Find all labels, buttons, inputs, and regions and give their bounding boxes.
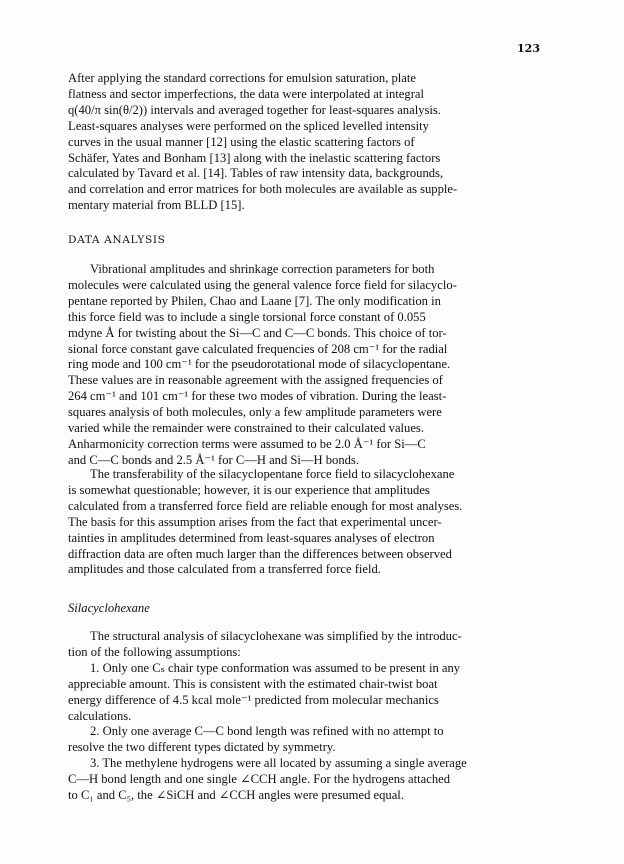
text-line: After applying the standard corrections for emulsion saturation, plate — [68, 71, 416, 85]
text-line: Anharmonicity correction terms were assumed to be 2.0 Å⁻¹ for Si—C — [68, 436, 426, 451]
text-line: molecules were calculated using the general valence force field for silacyclo- — [68, 277, 457, 292]
page-number: 123 — [517, 42, 540, 55]
text-line: amplitudes and those calculated from a transferred force field. — [68, 562, 381, 577]
text-line: tion of the following assumptions: — [68, 644, 241, 659]
text-line: Vibrational amplitudes and shrinkage correction parameters for both — [90, 262, 435, 276]
text-line: q(40/π sin(θ/2)) intervals and averaged together for least-squares analysis. — [68, 102, 441, 117]
text-line: These values are in reasonable agreement with the assigned frequencies of — [68, 373, 443, 388]
text-line: 264 cm⁻¹ and 101 cm⁻¹ for these two modes of vibration. During the least- — [68, 389, 447, 404]
text-line: is somewhat questionable; however, it is our experience that amplitudes — [68, 482, 430, 497]
text-line: ring mode and 100 cm⁻¹ for the pseudorotational mode of silacyclopentane. — [68, 357, 451, 372]
subsection-heading: Silacyclohexane — [68, 601, 150, 615]
text-line: The transferability of the silacyclopentane force field to silacyclohexane — [90, 467, 455, 481]
intro-paragraph — [68, 71, 554, 214]
text-line: Least-squares analyses were performed on the spliced levelled intensity — [68, 118, 429, 133]
text-line: The basis for this assumption arises from the fact that experimental uncer- — [68, 514, 442, 529]
text-line: curves in the usual manner [12] using the elastic scattering factors of — [68, 134, 415, 149]
vibrational-paragraph — [68, 262, 554, 469]
text-line: Schäfer, Yates and Bonham [13] along with the inelastic scattering factors — [68, 150, 441, 165]
text-line: calculations. — [68, 708, 132, 723]
text-line: and C—C bonds and 2.5 Å⁻¹ for C—H and Si—H bonds. — [68, 452, 359, 467]
assumption-1: 1. Only one Cₛ chair type conformation was assumed to be present in any — [90, 660, 461, 675]
text-line: energy difference of 4.5 kcal mole⁻¹ predicted from molecular mechanics — [68, 692, 439, 707]
text-line: tainties in amplitudes determined from least-squares analyses of electron — [68, 530, 435, 545]
text-line: squares analysis of both molecules, only a few amplitude parameters were — [68, 405, 442, 420]
section-heading: DATA ANALYSIS — [68, 234, 166, 246]
text-line: sional force constant gave calculated frequencies of 208 cm⁻¹ for the radial — [68, 341, 448, 356]
text-line: this force field was to include a single torsional force constant of 0.055 — [68, 309, 426, 324]
text-line: mdyne Å for twisting about the Si—C and C—C bonds. This choice of tor- — [68, 325, 447, 340]
text-line: calculated from a transferred force field are reliable enough for most analyses. — [68, 498, 463, 513]
text-line: mentary material from BLLD [15]. — [68, 198, 245, 213]
transferability-paragraph — [68, 467, 554, 578]
text-line: The structural analysis of silacyclohexane was simplified by the introduc- — [90, 629, 462, 643]
text-line: diffraction data are often much larger than the differences between observed — [68, 546, 452, 561]
structural-paragraph — [68, 629, 554, 804]
text-line: and correlation and error matrices for both molecules are available as supple- — [68, 182, 458, 197]
text-line: flatness and sector imperfections, the data were interpolated at integral — [68, 86, 424, 101]
text-line: pentane reported by Philen, Chao and Laane [7]. The only modification in — [68, 293, 441, 308]
assumption-2: 2. Only one average C—C bond length was refined with no attempt to — [90, 724, 444, 739]
text-line: calculated by Tavard et al. [14]. Tables of raw intensity data, backgrounds, — [68, 166, 444, 181]
assumption-3: 3. The methylene hydrogens were all located by assuming a single average — [90, 756, 467, 771]
text-line: varied while the remainder were constrained to their calculated values. — [68, 421, 424, 436]
text-line: to C₁ and C₅, the ∠SiCH and ∠CCH angles were presumed equal. — [68, 788, 404, 803]
text-line: appreciable amount. This is consistent with the estimated chair-twist boat — [68, 676, 438, 691]
text-line: resolve the two different types dictated by symmetry. — [68, 740, 336, 755]
text-line: C—H bond length and one single ∠CCH angle. For the hydrogens attached — [68, 772, 451, 787]
